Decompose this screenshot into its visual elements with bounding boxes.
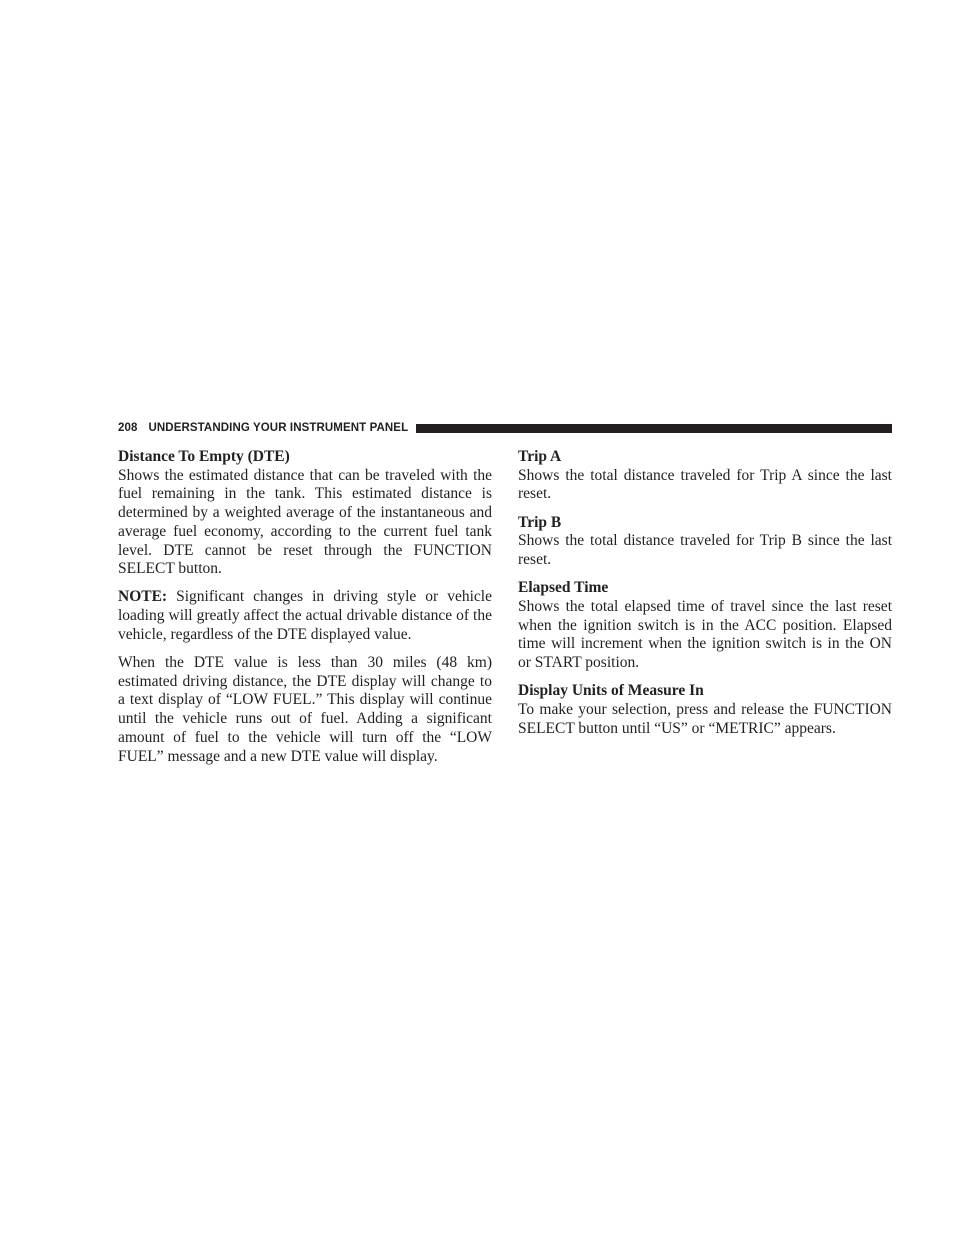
trip-a-heading: Trip A: [518, 448, 562, 465]
low-fuel-paragraph: When the DTE value is less than 30 miles (48 km) estimated driving distance, the DTE display will change to a text display of “LOW FUEL.” This display will continue until the vehicle runs out of fuel. Adding a significant amount of fuel to the vehicle will turn off the “LOW FUEL” message and a new DTE value will display.: [118, 654, 492, 765]
note-text: Significant changes in driving style or vehicle loading will greatly affect the actual drivable distance of the vehicle, regardless of the DTE displayed value.: [118, 588, 492, 643]
note-label: NOTE:: [118, 588, 168, 606]
left-column: [118, 448, 492, 766]
display-units-paragraph: To make your selection, press and release the FUNCTION SELECT button until “US” or “METRIC” appears.: [518, 700, 892, 737]
elapsed-time-heading: Elapsed Time: [518, 579, 609, 597]
trip-b-heading: Trip B: [518, 513, 562, 531]
dte-paragraph: Shows the estimated distance that can be traveled with the fuel remaining in the tank. This estimated distance is determined by a weighted average of the instantaneous and average fuel economy, according to the current fuel tank level. DTE cannot be reset through the FUNCTION SELECT button.: [118, 466, 492, 578]
note-paragraph: [118, 588, 492, 644]
page-header: [118, 419, 892, 437]
page-number: 208: [118, 422, 138, 434]
elapsed-time-paragraph: Shows the total elapsed time of travel since the last reset when the ignition switch is in the ACC position. Elapsed time will increment when the ignition switch is in the ON or START position.: [518, 597, 892, 672]
header-rule: [416, 424, 892, 433]
dte-heading: Distance To Empty (DTE): [118, 448, 290, 465]
trip-a-paragraph: Shows the total distance traveled for Trip A since the last reset.: [518, 466, 892, 503]
right-column: [518, 448, 892, 738]
section-title: UNDERSTANDING YOUR INSTRUMENT PANEL: [148, 422, 409, 434]
trip-b-paragraph: Shows the total distance traveled for Trip B since the last reset.: [518, 532, 892, 569]
display-units-heading: Display Units of Measure In: [518, 682, 704, 700]
